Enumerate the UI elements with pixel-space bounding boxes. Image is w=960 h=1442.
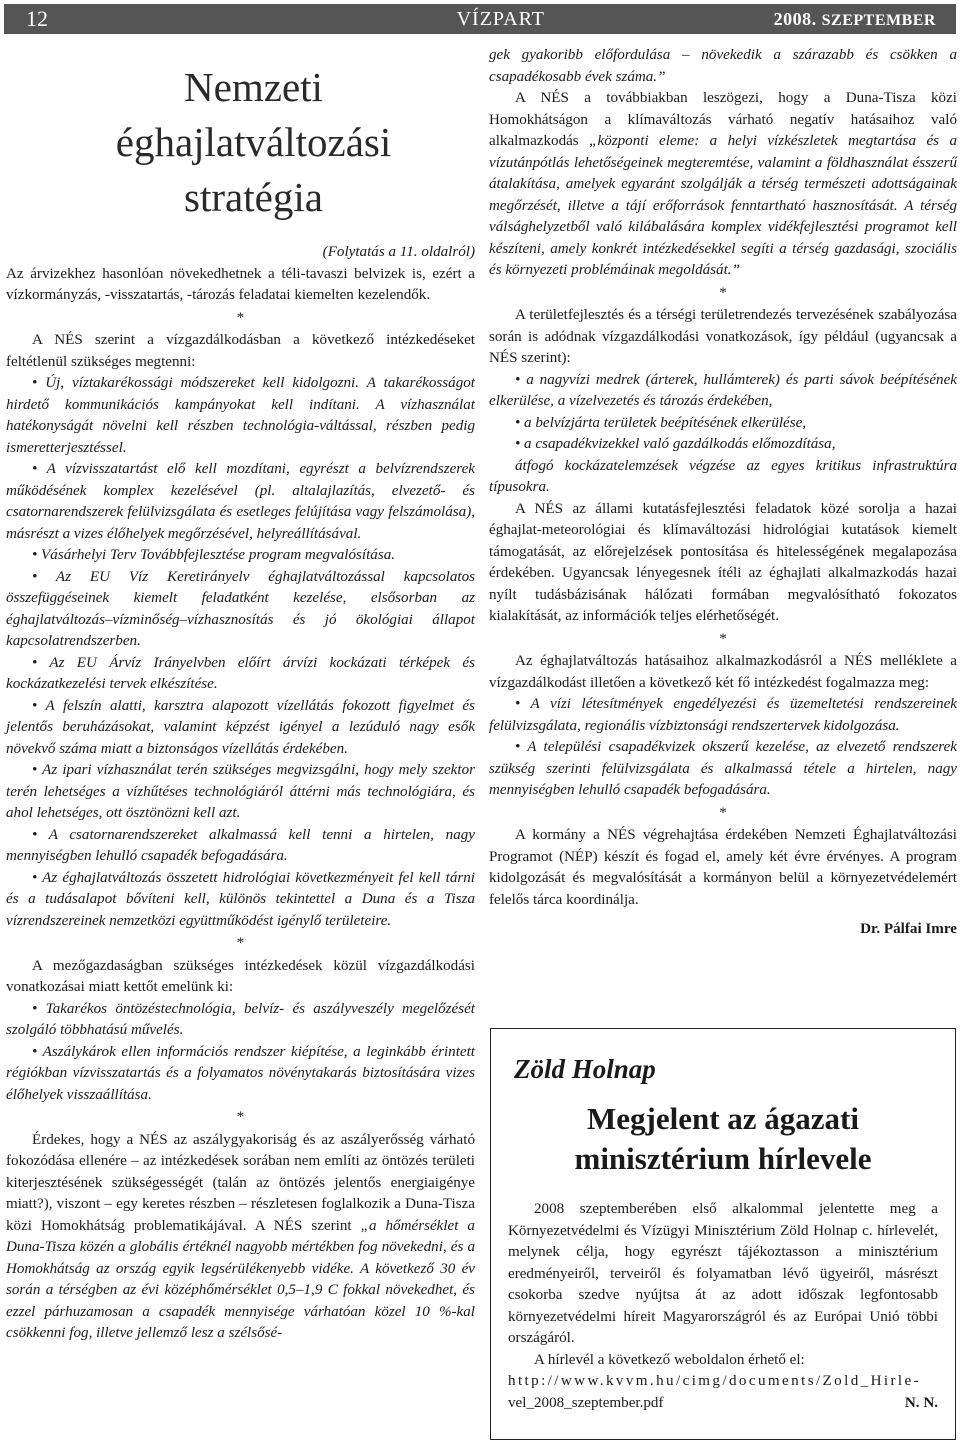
list-item: • a belvízjárta területek beépítésének elkerülése, [515,414,807,431]
paragraph: A NÉS a továbbiakban leszögezi, hogy a Duna-Tisza közi Homokhátságon a klímaváltozás várható negatív hatásaihoz való alkalmazkodás „központi eleme: a helyi vízkészletek megtartása és a vízutánpótlás lehetőségeinek megteremtése, valamint a földhasználat ésszerű átalakítása, amelyek egyaránt szolgálják a térség természeti adottságainak megőrzését, illetve a tájí erőforrások fenntartható hasznosítását. A térség válsághelyzetből való kilábalására komplex vidékfejlesztési programot kell készíteni, amely konkrét intézkedésekkel segíti a térség gazdasági, szociális és környezeti problémáinak megoldását.” [489,90,957,278]
author-signature: Dr. Pálfai Imre [860,921,957,937]
list-item: • Az EU Víz Keretirányelv éghajlatváltozással kapcsolatos összefüggéseinek kiemelt feladatként kezelése, elsősorban az éghajlatváltozás–vízminőség–vízhasznosítás és jó ökológiai állapot kapcsolatrendszerben. [6,568,475,649]
article-title: Nemzeti éghajlatváltozási stratégia [115,64,392,220]
box-body [508,1199,938,1414]
list-item: • Aszálykárok ellen információs rendszer kiépítése, a leginkább érintett régiókban vízvisszatartás és a folyamatos növénytakarás biztosítására vizes élőhelyek visszaállítása. [6,1043,475,1103]
separator-star: * [236,935,245,951]
magazine-name: VÍZPART [456,7,546,30]
newsletter-url[interactable]: http://www.kvvm.hu/cimg/documents/Zold_Hirle- [508,1373,922,1389]
list-item: • Az éghajlatváltozás összetett hidrológiai következményeit fel kell tárni és a tudásalapot bővíteni kell, különös tekintettel a Duna és a Tisza vízrendszereinek nemzetközi együttműködést igénylő területeire. [6,869,475,929]
newsletter-url-end[interactable]: vel_2008_szeptember.pdf [508,1394,664,1411]
separator-star: * [236,1109,245,1125]
list-item: • Az ipari vízhasználat terén szükséges megvizsgálni, hogy mely szektor terén lehetséges a vízhűtéses technológiáról áttérni más technológiára, és ahol lehetséges, ott ösztönözni kell azt. [6,762,475,821]
paragraph: A NÉS az állami kutatásfejlesztési feladatok közé sorolja a hazai éghajlat-meteorológiai és klímaváltozási hidrológiai kutatások kiemelt támogatását, az előrejelzések pontosítása és hitelességének megalapozása érdekében. Ugyancsak lényegesnek ítéli az éghajlati alkalmazkodás hazai nyílt tudásbázisának hálózati formában megvalósítható fokozatos kialakítását, az információk teljes elérhetőségét. [489,500,957,624]
paragraph: Az árvizekhez hasonlóan növekedhetnek a téli-tavaszi belvizek is, ezért a vízkormányzás, -visszatartás, -tározás feladatai kiemelten kezelendők. [6,265,475,303]
box-kicker: Zöld Holnap [514,1054,656,1084]
list-item: átfogó kockázatelemzések végzése az egyes kritikus infrastruktúra típusokra. [489,457,957,495]
left-column [6,60,475,1345]
list-item: • Új, víztakarékossági módszereket kell kidolgozni. A takarékosságot hirdető kommunikációs kampányokat kell indítani. A vízhasználat hatékonyságát növelni kell részben technológia-váltással, részben pedig ismeretterjesztéssel. [6,375,475,456]
issue-date: 2008. SZEPTEMBER [773,8,936,29]
list-item: • A települési csapadékvizek okszerű kezelése, az elvezető rendszerek szükség szerinti felülvizsgálata és alkalmassá tétele a hirtelen, nagy mennyiségben lehulló csapadék befogadására. [489,739,957,798]
paragraph: A kormány a NÉS végrehajtása érdekében Nemzeti Éghajlatváltozási Programot (NÉP) készít és fogad el, amely két évre érvényes. A program kidolgozását és megvalósítását a kormányon belül a környezetvédelemért felelős tárca koordinálja. [489,827,957,908]
box-title: Megjelent az ágazati minisztérium hírlevele [574,1101,872,1176]
list-item: • A vízi létesítmények engedélyezési és üzemeltetési rendszereinek felülvizsgálata, regionális vízbiztonsági rendszertervek kidolgozása. [489,696,957,734]
paragraph: A hírlevél a következő weboldalon érhető el: [534,1351,805,1368]
right-column [489,45,957,941]
list-item: • Az EU Árvíz Irányelvben előírt árvízi kockázati térképek és kockázatkezelési tervek elkészítése. [6,654,475,692]
paragraph: Az éghajlatváltozás hatásaihoz alkalmazkodásról a NÉS melléklete a vízgazdálkodást illetően a következő két fő intézkedést fogalmazza meg: [489,653,957,691]
list-item: • A vízvisszatartást elő kell mozdítani, egyrészt a belvízrendszerek működésének komplex kezelésével (pl. altalajlazítás, elvezető- és csatornarendszerek felülvizsgálata és esetleges felújítása vagy felszámolása), másrészt a vizes élőhelyek megőrzésével, helyreállításával. [6,461,475,542]
separator-star: * [236,309,245,326]
news-box [490,1028,956,1440]
list-item: • Vásárhelyi Terv Továbbfejlesztése program megvalósítása. [32,547,396,563]
list-item: • Takarékos öntözéstechnológia, belvíz- és aszályveszély megelőzését szolgáló többhatású művelés. [6,1000,475,1038]
box-author: N. N. [904,1394,938,1411]
paragraph: A NÉS szerint a vízgazdálkodásban a következő intézkedéseket feltétlenül szükséges megtenni: [6,332,475,370]
page-number: 12 [26,6,48,31]
list-item: • a csapadékvizekkel való gazdálkodás előmozdítása, [515,436,836,452]
separator-star: * [719,284,727,301]
list-item: • A felszín alatti, karsztra alapozott vízellátás fokozott figyelmet és jelentős beruházásokat, valamint képzést igényel a lezúduló nagy esők növekvő száma miatt a biztonságos vízellátás érdekében. [6,697,475,757]
paragraph: gek gyakoribb előfordulása – növekedik a szárazabb és csökken a csapadékosabb évek száma.” [489,47,957,85]
page-header [4,4,956,34]
separator-star: * [719,630,727,647]
box-footer [508,1393,938,1415]
paragraph: A mezőgazdaságban szükséges intézkedések közül vízgazdálkodási vonatkozásai miatt kettőt emelünk ki: [6,957,475,995]
paragraph: 2008 szeptemberében első alkalommal jelentette meg a Környezetvédelmi és Vízügyi Minisztérium Zöld Holnap c. hírlevelét, melynek célja, hogy egyrészt tájékoztasson a minisztérium eredményeiről, terveiről és folyamatban lévő ügyeiről, másrészt csokorba szedve nyújtsa át az adott időszak legfontosabb környezetvédelmi híreit Magyarországról és az Európai Unió többi országáról. [508,1201,938,1346]
paragraph: Érdekes, hogy a NÉS az aszálygyakoriság és az aszályerősség várható fokozódása ellenére – az intézkedések sorában nem említi az öntözés területi kiterjesztésének szükségességét (talán az öntözés jelentős energiaigénye miatt?), viszont – egy keretes részben – részletesen foglalkozik a Duna-Tisza közi Homokhátság problematikájával. A NÉS szerint „a hőmérséklet a Duna-Tisza közén a globális értéknél nagyobb mértékben fog növekedni, és a Homokhátság az ország egyik legsérülékenyebb vidéke. A következő 30 év során a térségben az évi középhőmérséklet 0,5–1,9 C fokkal növekedhet, és ezzel párhuzamosan a csapadék mennyisége várhatóan közel 10 %-kal csökkenni fog, illetve jellemző lesz a szélsősé- [6,1131,475,1341]
list-item: • A csatornarendszereket alkalmassá kell tenni a hirtelen, nagy mennyiségben lehulló csapadék befogadására. [6,826,475,864]
continued-note: (Folytatás a 11. oldalról) [322,244,475,260]
list-item: • a nagyvízi medrek (árterek, hullámterek) és parti sávok beépítésének elkerülése, a vízelvezetés és tározás érdekében, [489,371,957,409]
paragraph: A területfejlesztés és a térségi területrendezés tervezésének szabályozása során is adódnak vízgazdálkodási vonatkozások, így például (ugyancsak a NÉS szerint): [489,307,957,366]
separator-star: * [719,804,727,821]
